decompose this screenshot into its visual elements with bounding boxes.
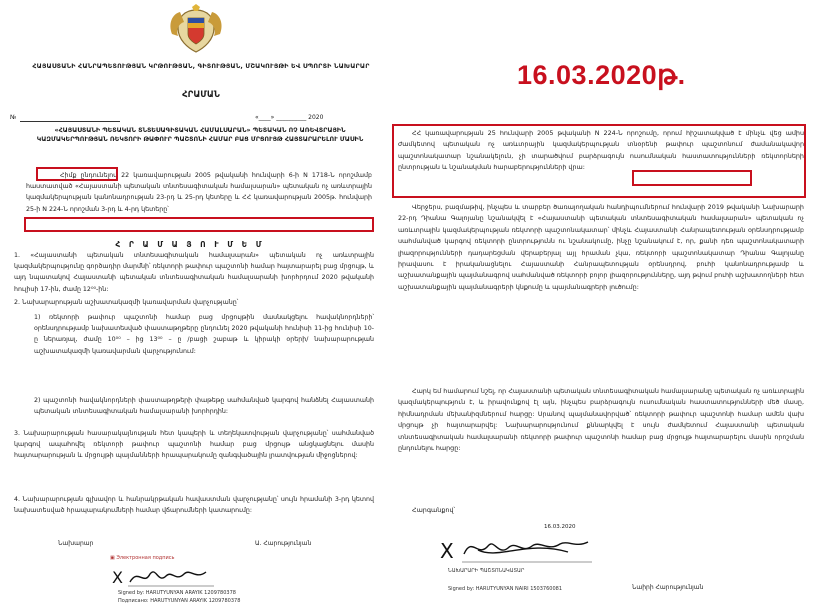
letter-signer-name: Նաիրի Հարությունյան	[632, 584, 704, 591]
number-date-row	[10, 114, 370, 124]
number-label: №	[10, 114, 17, 121]
letter-paragraph-1: Վերջերս, բազմաթիվ, ինչպես և տարբեր ծառայողական հանդիպումներում հունվարի 2019 թվականի Նախարարի 22-րդ Դիանա Գալոյանը նշանակվել է «Հայաստանի պետական տնտեսագիտական համալսարան» պետական ոչ առևտրային կազմակերպության ռեկտորի պաշտոնակատար՝ մինչև Հայաստանի Հանրապետության օրենսդրությամբ սահմանված կարգով ռեկտորի ընտրությունն ու նշանակումը, ինչը նշանակում է, որ, քանի դեռ պաշտոնակատարի լիազորությունների դադարեցման վերաբերյալ այլ հրաման չկա, ռեկտորի պաշտոնակատար Դիանա Գալոյանը իրավասու է իրականացնելու Հայաստանի Հանրապետության օրենսդրով, բուհի կանոնադրությամբ և աշխատանքային պայմանագրով սահմանված ռեկտորի բոլոր լիազորությունները, այդ թվում բուհի աշխատողների հետ աշխատանքային պայմանագրերի կնքումը և պայմանագրերի լուծումը:	[398, 203, 804, 291]
letter-highlighted-paragraph: ՀՀ կառավարության 25 հունվարի 2005 թվականի N 224-Ն որոշումը, որում հիշատակված է մինչև վեց ամիս ժամկետով պետական ոչ առևտրային կազմակերպության տնօրենի թափուր պաշտոնում ժամանակավոր պաշտոնակատար նշանակելուն, չի տարածվում բարձրագույն ուսումնական հաստատությունների ռեկտորների ընտրության և նշանակման հարաբերությունների վրա:	[398, 129, 804, 172]
order-item-4: 4. Նախարարության գլխավոր և հանրակրթական հավաստման վարչությանը՝ սույն հրամանի 3-րդ կետով նախատեսված հրապարակումների համար վճարումների կատարումը:	[14, 496, 374, 515]
letter-sign-date: 16.03.2020	[544, 524, 576, 530]
signer-name: Ա. Հարությունյան	[255, 540, 312, 547]
resolve-heading: Հ Ր Ա Մ Ա Յ Ո Ւ Մ Ե Մ	[115, 240, 265, 249]
svg-text:X: X	[440, 539, 454, 563]
letter-document	[392, 120, 812, 609]
date-blank: «____» __________ 2020	[255, 114, 324, 121]
right-signature-scribble	[438, 530, 598, 566]
e-signature-badge-icon: ▣	[110, 555, 115, 561]
e-signature-badge	[110, 555, 174, 561]
coat-of-arms-emblem	[164, 4, 228, 56]
number-blank	[20, 114, 120, 122]
e-signature-badge-label: Электронная подпись	[116, 555, 175, 561]
letter-position-label: ՆԱԽԱՐԱՐԻ ՊԱՇՏՈՆԱԿԱՏԱՐ	[448, 568, 525, 574]
svg-text:X: X	[112, 568, 123, 587]
ministry-header: ՀԱՅԱՍՏԱՆԻ ՀԱՆՐԱՊԵՏՈՒԹՅԱՆ ԿՐԹՈՒԹՅԱՆ, ԳԻՏՈՒԹՅԱՆ, ՄՇԱԿՈՒՅԹԻ ԵՎ ՍՊՈՐՏԻ ՆԱԽԱՐԱՐ	[32, 63, 370, 70]
highlight-box-decision	[24, 217, 374, 232]
order-item-2: 2. Նախարարության աշխատակազմի կառավարման վարչությանը՝	[14, 299, 239, 306]
order-item-1: 1. «Հայաստանի պետական տնտեսագիտական համալսարան» պետական ոչ առևտրային կազմակերպությունը գործադիր մարմնի՝ ռեկտորի թափուր պաշտոնի համար հայտարարել բաց մրցույթ, և այդ նպատակով Հայաստանի պետական տնտեսագիտական համալսարանի խորհրդում 2020 թվականի հուլիսի 17-ին, ժամը 12⁰⁰-ին:	[14, 252, 374, 293]
letter-closing: Հարգանքով՝	[412, 506, 456, 514]
order-item-2-1: 1) ռեկտորի թափուր պաշտոնի համար բաց մրցույթին մասնակցելու հավակնորդների՝ օրենսդրությամբ նախատեսված փաստաթղթերը ընդունել 2020 թվականի հունիսի 11-ից հունիսի 10-ը ներառյալ, ժամը 10⁰⁰ – ից 13⁰⁰ – ը /բացի շաբաթ և կիրակի օրերի/ նախարարության աշխատակազմի կառավարման վարչությունում:	[34, 314, 374, 355]
date-overlay: 16.03.2020թ.	[517, 60, 686, 90]
left-signature-scribble	[110, 562, 220, 590]
letter-paragraph-2: Հարկ եմ համարում նշել, որ Հայաստանի պետական տնտեսագիտական համալսարանը պետական ոչ առևտրային կազմակերպություն է, և իրավունքով էլ այն, ինչպես բարձրագույն ուսումնական հաստատությունների մեծ մասը, հիմնադրման մեխանիզմներում հարցը: Սրանով պայմանավորված՝ ռեկտորի թափուր պաշտոնի համար ամեն վախ մրցույթ չի հայտարարվել: Նախարարությունում քննարկվել է սույն ժամկետում Հայաստանի պետական տնտեսագիտական համալսարանի ռեկտորի թափուր պաշտոնի համար բաց մրցույթ հայտարարելու մասին որոշման ընդունելու հարցը:	[398, 387, 804, 453]
left-signed-by: Signed by: HARUTYUNYAN ARAYIK 1209780378	[118, 590, 236, 596]
left-signed-by-ru: Подписано: HARUTYUNYAN ARAYIK 1209780378	[118, 598, 241, 604]
order-subject: «ՀԱՅԱՍՏԱՆԻ ՊԵՏԱԿԱՆ ՏՆՏԵՍԱԳԻՏԱԿԱՆ ՀԱՄԱԼՍԱՐԱՆ» ՊԵՏԱԿԱՆ ՈՉ ԱՌԵՎՏՐԱՅԻՆ ԿԱԶՄԱԿԵՐՊՈՒԹՅԱՆ ՌԵԿՏՈՐԻ ԹԱՓՈՒՐ ՊԱՇՏՈՆԻ ՀԱՄԱՐ ԲԱՑ ՄՐՑՈՒՅԹ ՀԱՅՏԱՐԱՐԵԼՈՒ ՄԱՍԻՆ	[36, 127, 364, 143]
signer-position: Նախարար	[58, 540, 94, 547]
order-item-3: 3. Նախարարության հասարակայնության հետ կապերի և տեղեկատվության վարչությանը՝ սահմանված կարգով ապահովել ռեկտորի թափուր պաշտոնի համար բաց մրցույթ անցկացնելու մասին հայտարարության և մրցույթի պայմանների հրապարակումը զանգվածային լրատվության միջոցներով:	[14, 430, 374, 460]
order-preamble: Հիմք ընդունելով 22 կառավարության 2005 թվականի հունվարի 6-ի N 1718-Ն որոշմամբ հաստատված «Հայաստանի պետական տնտեսագիտական համալսարան» պետական ոչ առևտրային կազմակերպության կանոնադրության 23-րդ և 25-րդ կետերը և ՀՀ կառավարության 2005թ. հունվարի 25-ի N 224-Ն որոշման 3-րդ և 4-րդ կետերը՝	[26, 172, 372, 213]
order-item-2-2: 2) պաշտոնի հավակնորդների փաստաթղթերի փաթեթը սահմանված կարգով հանձնել Հայաստանի պետական տնտեսագիտական համալսարանի խորհրդին:	[34, 397, 374, 416]
right-signed-by: Signed by: HARUTYUNYAN NAIRI 1503760081	[448, 586, 563, 592]
order-title: ՀՐԱՄԱՆ	[182, 90, 220, 100]
